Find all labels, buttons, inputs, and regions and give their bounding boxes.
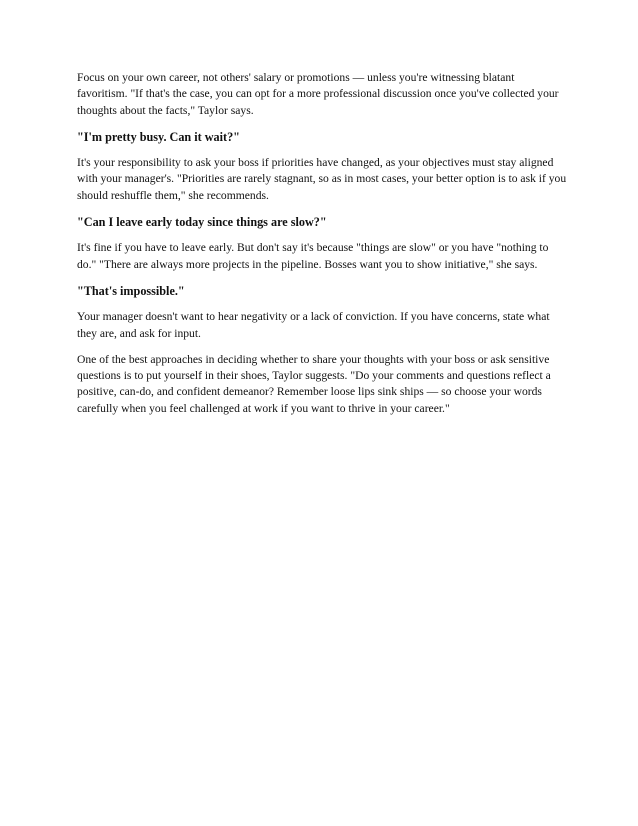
paragraph-best-approaches: One of the best approaches in deciding whether to share your thoughts with your boss or ask sensitive questions is to put yourself in their shoes, Taylor suggests. "Do your comments and questions reflect a positive, can-do, and confident demeanor? Remember loose lips sink ships — so choose your words carefully when you feel challenged at work if you want to thrive in your career."	[77, 352, 551, 415]
heading-leave-early: "Can I leave early today since things are slow?"	[77, 215, 327, 230]
paragraph-negativity: Your manager doesn't want to hear negativity or a lack of conviction. If you have concerns, state what they are, and ask for input.	[77, 310, 550, 340]
paragraph-leave-early: It's fine if you have to leave early. But don't say it's because "things are slow" or you have "nothing to do." "There are always more projects in the pipeline. Bosses want you to show initiative," she says.	[77, 241, 549, 271]
paragraph-salary-promotions: Focus on your own career, not others' salary or promotions — unless you're witnessing blatant favoritism. "If that's the case, you can opt for a more professional discussion once you've collected your thoughts about the facts," Taylor says.	[77, 71, 559, 117]
paragraph-priorities: It's your responsibility to ask your boss if priorities have changed, as your objectives must stay aligned with your manager's. "Priorities are rarely stagnant, so as in most cases, your better option is to ask if you should reshuffle them," she recommends.	[77, 156, 567, 202]
document-body	[77, 70, 567, 427]
heading-pretty-busy: "I'm pretty busy. Can it wait?"	[77, 129, 240, 144]
heading-impossible: "That's impossible."	[77, 283, 185, 298]
